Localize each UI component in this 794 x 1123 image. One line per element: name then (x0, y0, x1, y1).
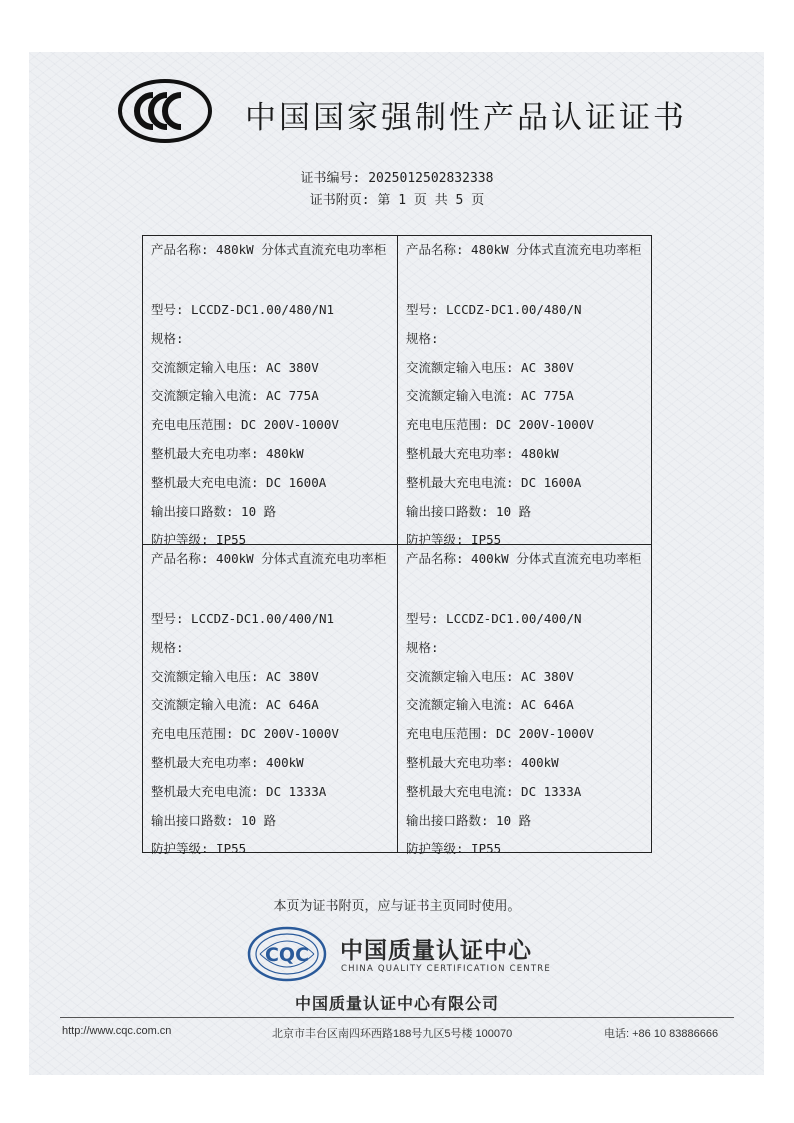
max-power: 整机最大充电功率: 400kW (406, 754, 559, 770)
spec-label: 规格: (406, 330, 439, 346)
spec-label: 规格: (406, 639, 439, 655)
footer-phone: 电话: +86 10 83886666 (604, 1028, 719, 1040)
max-power: 整机最大充电功率: 480kW (151, 445, 304, 461)
protection: 防护等级: IP55 (151, 841, 247, 857)
ac-voltage: 交流额定输入电压: AC 380V (406, 668, 574, 684)
product-table (142, 235, 652, 857)
charge-voltage: 充电电压范围: DC 200V-1000V (151, 417, 339, 433)
charge-voltage: 充电电压范围: DC 200V-1000V (151, 726, 339, 742)
company-name: 中国质量认证中心有限公司 (294, 994, 499, 1013)
model: 型号: LCCDZ-DC1.00/480/N1 (151, 302, 335, 317)
outputs: 输出接口路数: 10 路 (406, 503, 532, 519)
protection: 防护等级: IP55 (406, 532, 502, 548)
protection: 防护等级: IP55 (151, 532, 247, 548)
max-current: 整机最大充电电流: DC 1600A (151, 474, 327, 490)
product-name: 产品名称: 480kW 分体式直流充电功率柜 (151, 242, 387, 257)
charge-voltage: 充电电压范围: DC 200V-1000V (406, 726, 594, 742)
outputs: 输出接口路数: 10 路 (406, 812, 532, 828)
spec-label: 规格: (151, 330, 184, 346)
page-indicator: 证书附页: 第 1 页 共 5 页 (309, 193, 485, 208)
outputs: 输出接口路数: 10 路 (151, 812, 277, 828)
svg-text:CQC: CQC (264, 944, 310, 966)
ac-current: 交流额定输入电流: AC 775A (406, 388, 574, 404)
footer-divider (60, 1017, 734, 1018)
cqc-logo-icon (246, 924, 328, 984)
model: 型号: LCCDZ-DC1.00/400/N1 (151, 611, 335, 626)
product-cell (143, 236, 398, 548)
max-power: 整机最大充电功率: 400kW (151, 754, 304, 770)
footer-address: 北京市丰台区南四环西路188号九区5号楼 100070 (272, 1028, 513, 1040)
protection: 防护等级: IP55 (406, 841, 502, 857)
ac-current: 交流额定输入电流: AC 775A (151, 388, 319, 404)
attachment-note: 本页为证书附页，应与证书主页同时使用。 (273, 899, 521, 914)
ac-voltage: 交流额定输入电压: AC 380V (151, 359, 319, 375)
cqc-name-english: CHINA QUALITY CERTIFICATION CENTRE (341, 964, 551, 974)
charge-voltage: 充电电压范围: DC 200V-1000V (406, 417, 594, 433)
ac-current: 交流额定输入电流: AC 646A (406, 697, 574, 713)
ac-voltage: 交流额定输入电压: AC 380V (151, 668, 319, 684)
product-name: 产品名称: 400kW 分体式直流充电功率柜 (406, 551, 642, 566)
ac-current: 交流额定输入电流: AC 646A (151, 697, 319, 713)
product-cell (143, 545, 398, 857)
product-cell (398, 545, 651, 857)
model: 型号: LCCDZ-DC1.00/480/N (406, 302, 582, 317)
model: 型号: LCCDZ-DC1.00/400/N (406, 611, 582, 626)
certificate-number: 证书编号: 2025012502832338 (300, 171, 494, 186)
ccc-logo-icon (117, 78, 213, 144)
outputs: 输出接口路数: 10 路 (151, 503, 277, 519)
max-current: 整机最大充电电流: DC 1333A (151, 783, 327, 799)
max-current: 整机最大充电电流: DC 1600A (406, 474, 582, 490)
max-current: 整机最大充电电流: DC 1333A (406, 783, 582, 799)
footer-url[interactable]: http://www.cqc.com.cn (62, 1025, 172, 1037)
product-cell (398, 236, 651, 548)
max-power: 整机最大充电功率: 480kW (406, 445, 559, 461)
cqc-name-chinese: 中国质量认证中心 (340, 938, 532, 964)
ac-voltage: 交流额定输入电压: AC 380V (406, 359, 574, 375)
product-name: 产品名称: 400kW 分体式直流充电功率柜 (151, 551, 387, 566)
certificate-title: 中国国家强制性产品认证证书 (245, 100, 687, 136)
spec-label: 规格: (151, 639, 184, 655)
product-name: 产品名称: 480kW 分体式直流充电功率柜 (406, 242, 642, 257)
